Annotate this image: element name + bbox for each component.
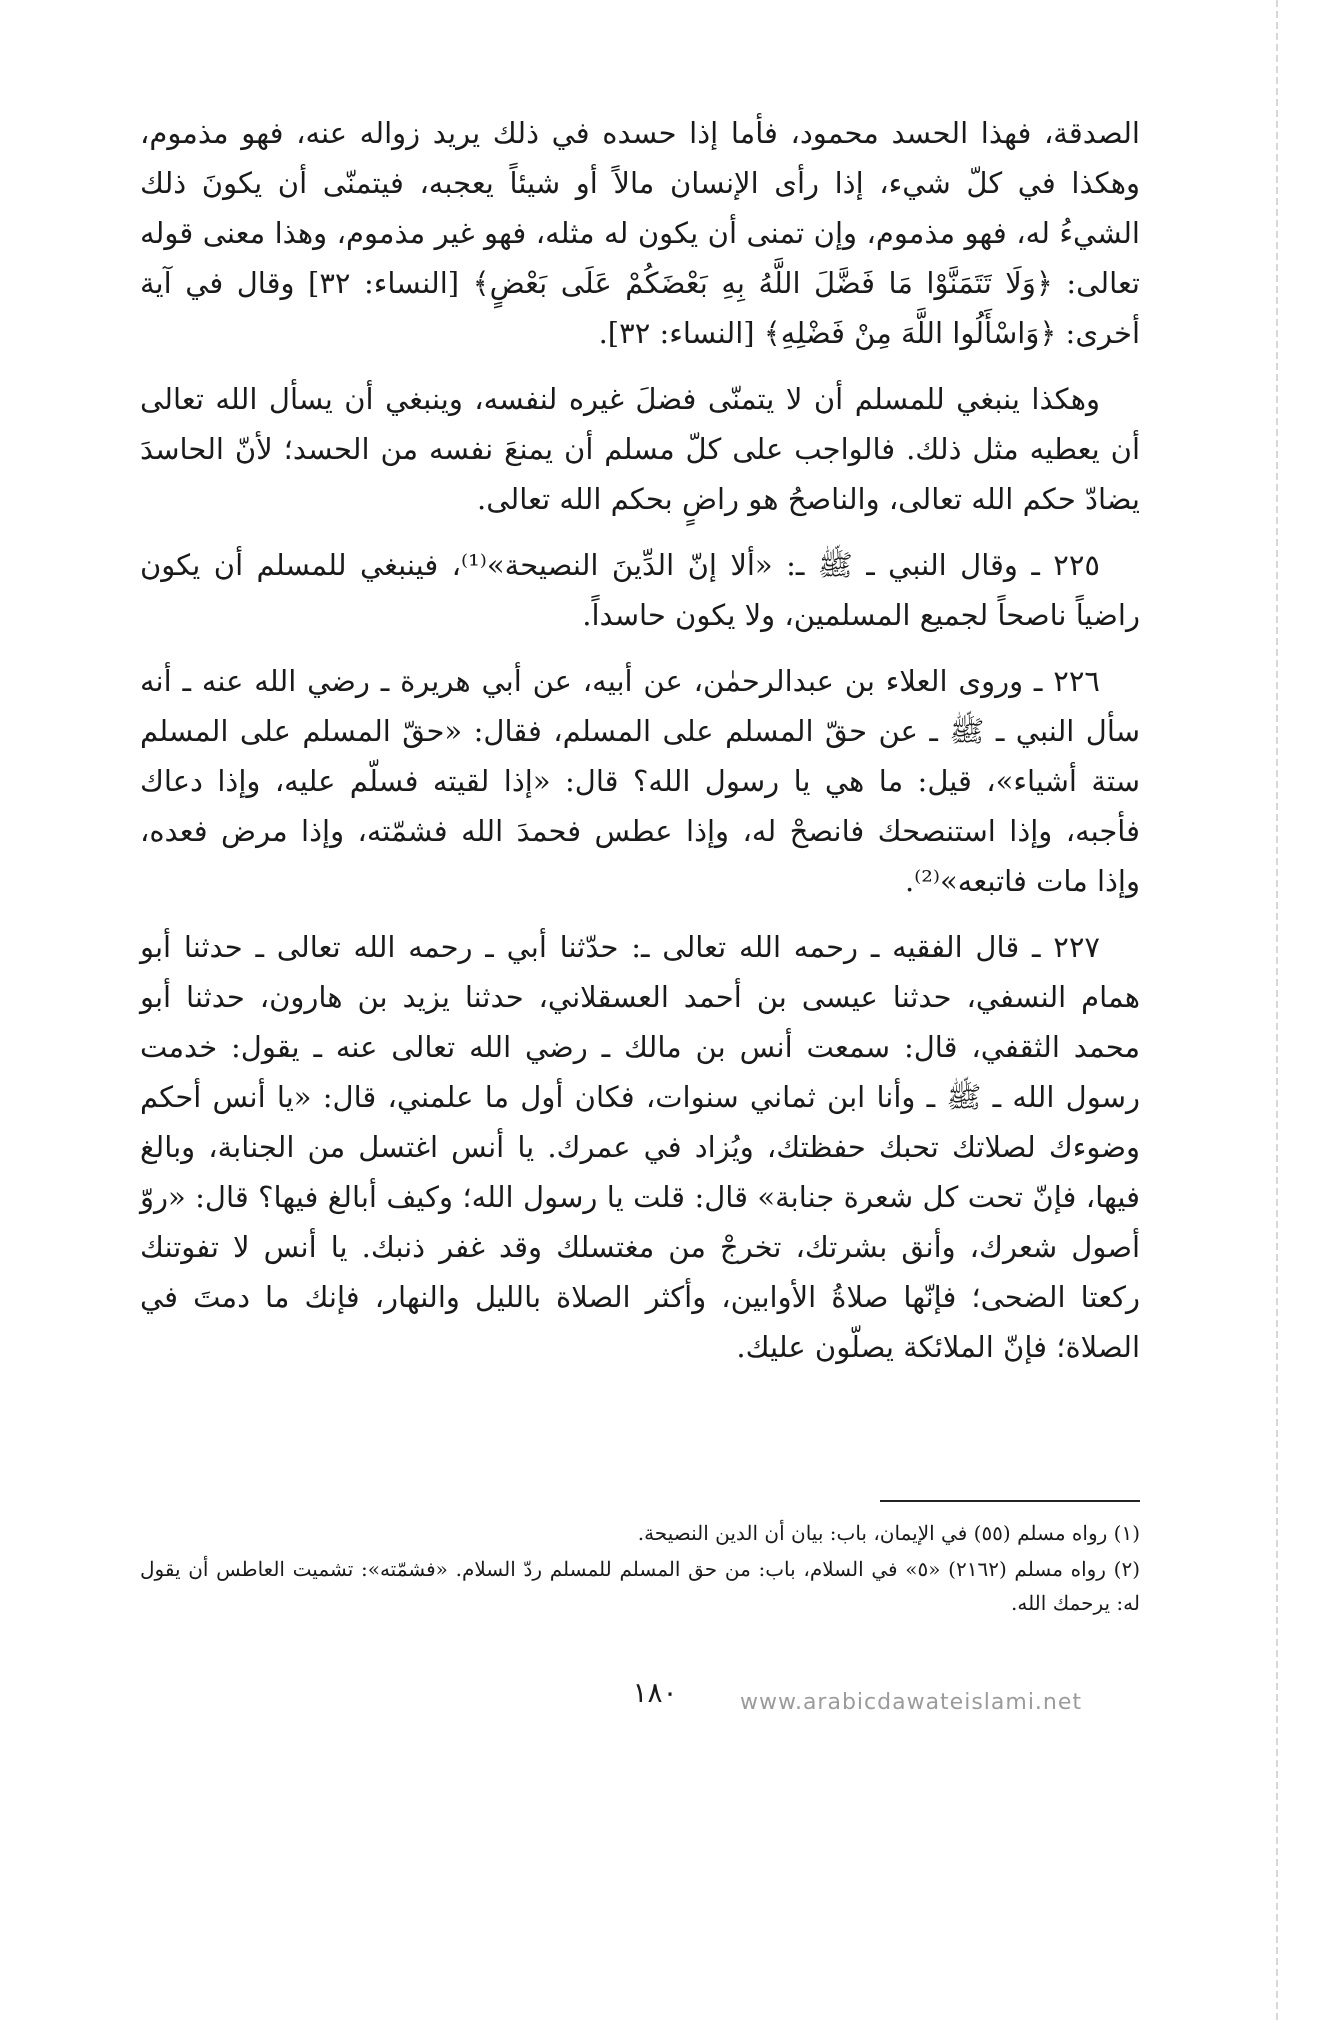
- main-text: [140, 108, 1140, 1388]
- page-number: ١٨٠: [632, 1676, 678, 1709]
- footnote-divider: [880, 1500, 1140, 1502]
- paragraph-1: الصدقة، فهذا الحسد محمود، فأما إذا حسده في ذلك يريد زواله عنه، فهو مذموم، وهكذا في كلّ شيء، إذا رأى الإنسان مالاً أو شيئاً يعجبه، فيتمنّى أن يكونَ ذلك الشيءُ له، فهو مذموم، وإن تمنى أن يكون له مثله، فهو غير مذموم، وهذا معنى قوله تعالى: ﴿وَلَا تَتَمَنَّوْا مَا فَضَّلَ اللَّهُ بِهِ بَعْضَكُمْ عَلَى بَعْضٍ﴾ [النساء: ٣٢] وقال في آية أخرى: ﴿وَاسْأَلُوا اللَّهَ مِنْ فَضْلِهِ﴾ [النساء: ٣٢].: [140, 116, 1141, 350]
- paragraph-2: وهكذا ينبغي للمسلم أن لا يتمنّى فضلَ غيره لنفسه، وينبغي أن يسأل الله تعالى أن يعطيه مثل ذلك. فالواجب على كلّ مسلم أن يمنعَ نفسه من الحسد؛ لأنّ الحاسدَ يضادّ حكم الله تعالى، والناصحُ هو راضٍ بحكم الله تعالى.: [140, 382, 1140, 516]
- watermark-url: www.arabicdawateislami.net: [740, 1690, 1083, 1715]
- paragraph-227: ٢٢٧ ـ قال الفقيه ـ رحمه الله تعالى ـ: حدّثنا أبي ـ رحمه الله تعالى ـ حدثنا أبو همام النسفي، حدثنا عيسى بن أحمد العسقلاني، حدثنا يزيد بن هارون، حدثنا أبو محمد الثقفي، قال: سمعت أنس بن مالك ـ رضي الله تعالى عنه ـ يقول: خدمت رسول الله ـ ﷺ ـ وأنا ابن ثماني سنوات، فكان أول ما علمني، قال: «يا أنس أحكم وضوءك لصلاتك تحبك حفظتك، ويُزاد في عمرك. يا أنس اغتسل من الجنابة، وبالغ فيها، فإنّ تحت كل شعرة جنابة» قال: قلت يا رسول الله؛ وكيف أبالغ فيها؟ قال: «روّ أصول شعرك، وأنق بشرتك، تخرجْ من مغتسلك وقد غفر ذنبك. يا أنس لا تفوتنك ركعتا الضحى؛ فإنّها صلاةُ الأوابين، وأكثر الصلاة بالليل والنهار، فإنك ما دمتَ في الصلاة؛ فإنّ الملائكة يصلّون عليك.: [140, 930, 1140, 1364]
- footnote-2: (٢) رواه مسلم (٢١٦٢) «٥» في السلام، باب: من حق المسلم للمسلم ردّ السلام. «فشمّته»: تشميت العاطس أن يقول له: يرحمك الله.: [140, 1557, 1140, 1615]
- paragraph-225: ٢٢٥ ـ وقال النبي ـ ﷺ ـ: «ألا إنّ الدِّينَ النصيحة»⁽¹⁾، فينبغي للمسلم أن يكون راضياً ناصحاً لجميع المسلمين، ولا يكون حاسداً.: [140, 548, 1140, 632]
- footnotes: [140, 1516, 1140, 1622]
- paragraph-226: ٢٢٦ ـ وروى العلاء بن عبدالرحمٰن، عن أبيه، عن أبي هريرة ـ رضي الله عنه ـ أنه سأل النبي ـ ﷺ ـ عن حقّ المسلم على المسلم، فقال: «حقّ المسلم على المسلم ستة أشياء»، قيل: ما هي يا رسول الله؟ قال: «إذا لقيته فسلّم عليه، وإذا دعاك فأجبه، وإذا استنصحك فانصحْ له، وإذا عطس فحمدَ الله فشمّته، وإذا مرض فعده، وإذا مات فاتبعه»⁽²⁾.: [140, 664, 1140, 898]
- scan-edge-line: [1276, 0, 1278, 2023]
- footnote-1: (١) رواه مسلم (٥٥) في الإيمان، باب: بيان أن الدين النصيحة.: [637, 1521, 1140, 1545]
